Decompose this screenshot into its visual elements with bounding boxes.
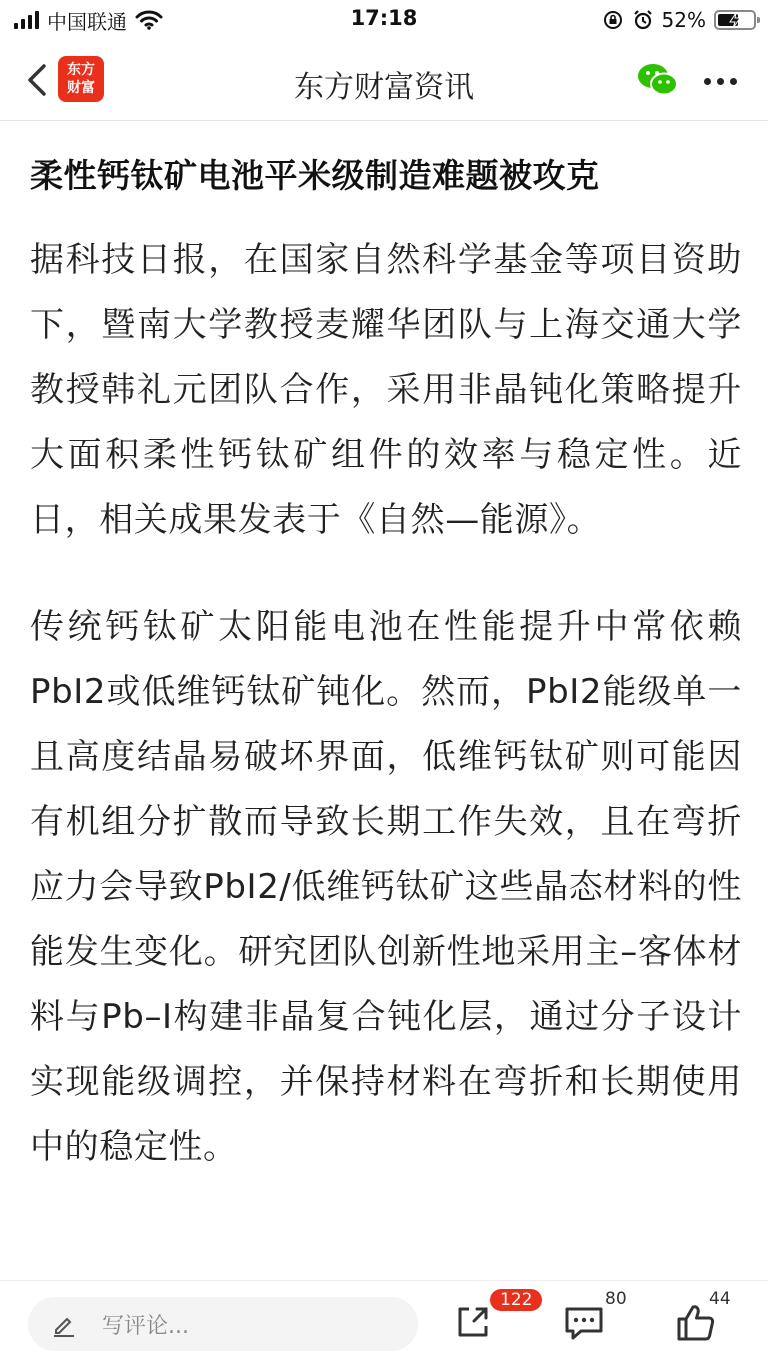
status-right	[602, 6, 756, 34]
comment-icon	[561, 1299, 607, 1345]
bottom-bar	[0, 1280, 768, 1367]
article	[30, 120, 742, 1180]
wechat-share-icon[interactable]	[636, 60, 680, 100]
status-bar	[0, 0, 768, 40]
carrier-label: 中国联通	[47, 9, 127, 34]
article-title: 柔性钙钛矿电池平米级制造难题被攻克	[30, 156, 600, 195]
logo-line-2: 财富	[67, 80, 95, 96]
like-count: 44	[709, 1289, 731, 1309]
article-paragraph: 传统钙钛矿太阳能电池在性能提升中常依赖PbI2或低维钙钛矿钝化。然而，PbI2能级单一且高度结晶易破坏界面，低维钙钛矿则可能因有机组分扩散而导致长期工作失效，且在弯折应力会导致PbI2/低维钙钛矿这些晶态材料的性能发生变化。研究团队创新性地采用主–客体材料与Pb–I构建非晶复合钝化层，通过分子设计实现能级调控，并保持材料在弯折和长期使用中的稳定性。	[30, 607, 742, 1167]
like-button[interactable]	[673, 1289, 731, 1345]
alarm-icon	[632, 9, 654, 31]
share-icon	[450, 1299, 496, 1345]
comment-placeholder: 写评论...	[102, 1313, 189, 1339]
logo-line-1: 东方	[67, 62, 95, 78]
more-icon[interactable]	[704, 76, 740, 86]
share-button[interactable]	[450, 1290, 533, 1345]
share-count-badge: 122	[490, 1289, 542, 1311]
battery-percent: 52%	[661, 8, 706, 32]
rotation-lock-icon	[602, 9, 624, 31]
comment-input[interactable]	[28, 1297, 418, 1351]
nav-bar	[0, 40, 768, 121]
nav-title: 东方财富资讯	[294, 70, 474, 105]
status-time: 17:18	[350, 6, 418, 30]
pen-icon	[50, 1310, 78, 1338]
comment-button[interactable]	[561, 1289, 627, 1345]
battery-icon	[714, 10, 756, 30]
article-paragraph: 据科技日报，在国家自然科学基金等项目资助下，暨南大学教授麦耀华团队与上海交通大学教授韩礼元团队合作，采用非晶钝化策略提升大面积柔性钙钛矿组件的效率与稳定性。近日，相关成果发表于《自然—能源》。	[30, 240, 742, 540]
comment-count: 80	[605, 1289, 627, 1309]
